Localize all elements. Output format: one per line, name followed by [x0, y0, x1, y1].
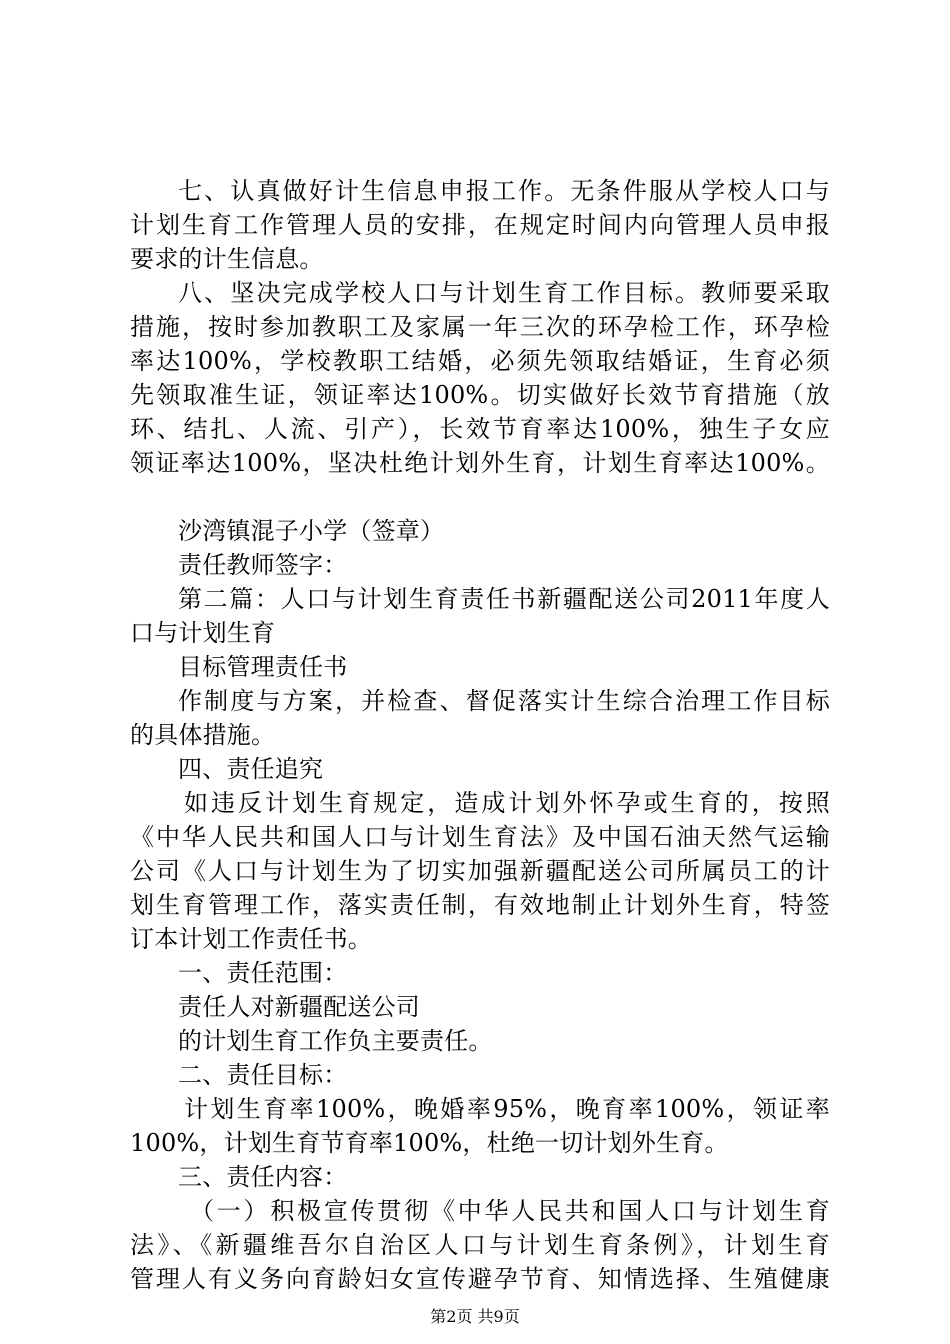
teacher-signature-line: 责任教师签字：	[178, 551, 348, 579]
heading-targets: 二、责任目标：	[178, 1061, 348, 1089]
paragraph-7-line-1: 七、认真做好计生信息申报工作。无条件服从学校人口与	[178, 177, 830, 205]
section-2-subtitle: 目标管理责任书	[178, 653, 348, 681]
paragraph-violation-line-3: 公司《人口与计划生为了切实加强新疆配送公司所属员工的计	[130, 857, 830, 885]
content-line-2: 法》、《新疆维吾尔自治区人口与计划生育条例》，计划生育	[130, 1231, 830, 1259]
targets-line-2: 100%，计划生育节育率100%，杜绝一切计划外生育。	[130, 1129, 729, 1157]
heading-accountability: 四、责任追究	[178, 755, 324, 783]
paragraph-violation-line-2: 《中华人民共和国人口与计划生育法》及中国石油天然气运输	[130, 823, 830, 851]
paragraph-8-line-4: 先领取准生证，领证率达100%。切实做好长效节育措施（放	[130, 381, 830, 409]
paragraph-violation-line-1: 如违反计划生育规定，造成计划外怀孕或生育的，按照	[184, 789, 830, 817]
paragraph-measures-line-1: 作制度与方案，并检查、督促落实计生综合治理工作目标	[178, 687, 830, 715]
paragraph-7-line-3: 要求的计生信息。	[130, 245, 324, 273]
paragraph-8-line-6: 领证率达100%，坚决杜绝计划外生育，计划生育率达100%。	[130, 449, 830, 477]
page-number-footer: 第2页 共9页	[430, 1307, 520, 1326]
section-2-title-line-2: 口与计划生育	[130, 619, 276, 647]
paragraph-8-line-3: 率达100%，学校教职工结婚，必须先领取结婚证，生育必须	[130, 347, 830, 375]
targets-line-1: 计划生育率100%，晚婚率95%，晚育率100%，领证率	[184, 1095, 830, 1123]
content-line-1: （一）积极宣传贯彻《中华人民共和国人口与计划生育	[190, 1197, 830, 1225]
paragraph-8-line-2: 措施，按时参加教职工及家属一年三次的环孕检工作，环孕检	[130, 313, 830, 341]
paragraph-violation-line-4: 划生育管理工作，落实责任制，有效地制止计划外生育，特签	[130, 891, 830, 919]
section-2-title-line-1: 第二篇：人口与计划生育责任书新疆配送公司2011年度人	[178, 585, 830, 613]
scope-line-2: 的计划生育工作负主要责任。	[178, 1027, 493, 1055]
paragraph-8-line-5: 环、结扎、人流、引产），长效节育率达100%，独生子女应	[130, 415, 830, 443]
content-line-3: 管理人有义务向育龄妇女宣传避孕节育、知情选择、生殖健康	[130, 1265, 830, 1293]
paragraph-violation-line-5: 订本计划工作责任书。	[130, 925, 372, 953]
paragraph-7-line-2: 计划生育工作管理人员的安排，在规定时间内向管理人员申报	[130, 211, 830, 239]
paragraph-8-line-1: 八、坚决完成学校人口与计划生育工作目标。教师要采取	[178, 279, 830, 307]
heading-scope: 一、责任范围：	[178, 959, 348, 987]
school-seal-line: 沙湾镇混子小学（签章）	[178, 517, 445, 545]
paragraph-measures-line-2: 的具体措施。	[130, 721, 276, 749]
heading-content: 三、责任内容：	[178, 1163, 348, 1191]
scope-line-1: 责任人对新疆配送公司	[178, 993, 420, 1021]
